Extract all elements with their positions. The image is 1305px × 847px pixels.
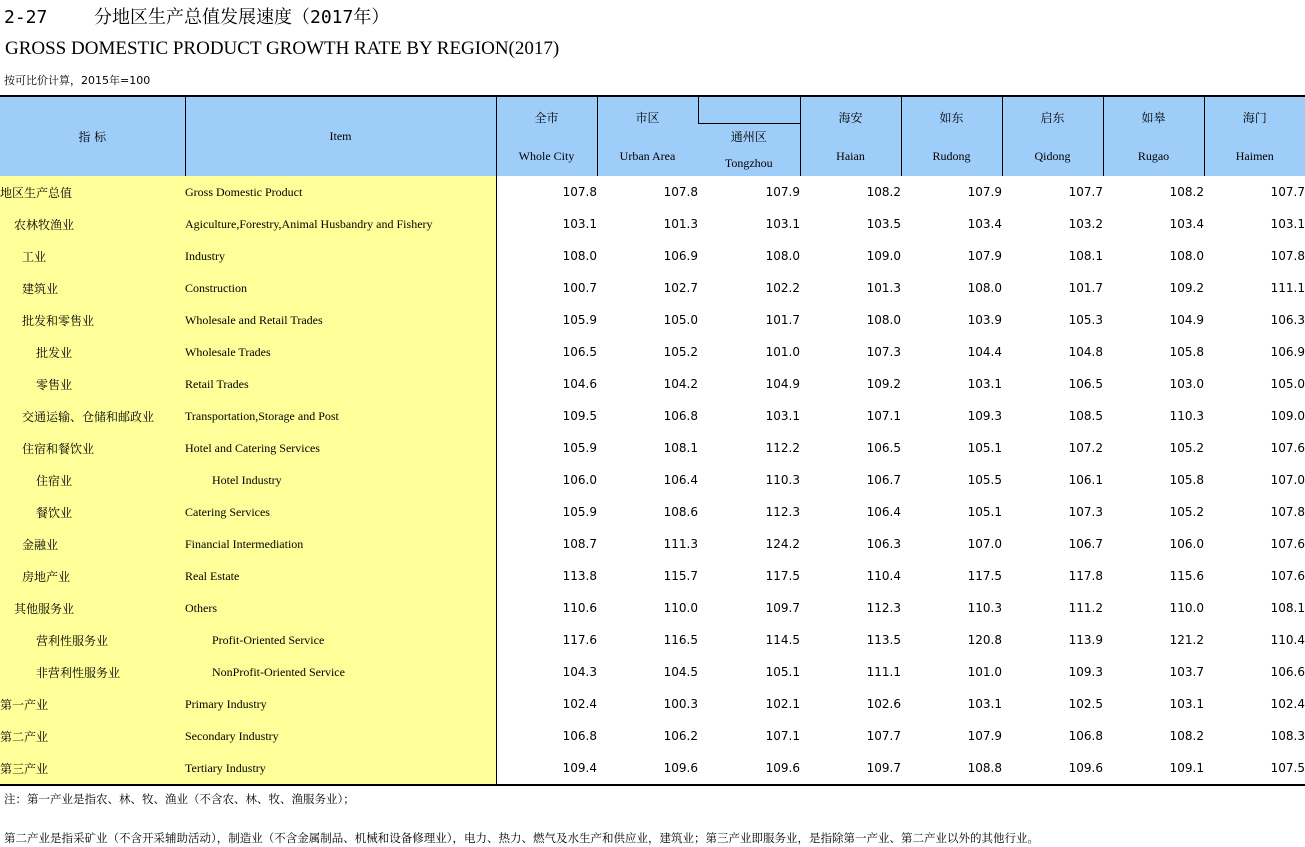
value-cell: 107.7 xyxy=(866,729,901,743)
table-row xyxy=(0,592,1305,624)
header-qidong xyxy=(1002,96,1103,176)
table-row xyxy=(0,208,1305,240)
value-cell: 100.7 xyxy=(562,281,597,295)
value-cell: 108.3 xyxy=(1270,729,1305,743)
value-cell: 105.3 xyxy=(1068,313,1103,327)
row-label-cn: 交通运输、仓储和邮政业 xyxy=(0,400,185,432)
row-label-en: Tertiary Industry xyxy=(185,752,496,785)
table-row xyxy=(0,240,1305,272)
header-rugao xyxy=(1103,96,1204,176)
value-cell: 113.9 xyxy=(1068,633,1103,647)
value-cell: 103.4 xyxy=(967,217,1002,231)
value-cell: 108.2 xyxy=(1169,185,1204,199)
value-cell: 105.0 xyxy=(1270,377,1305,391)
table-body xyxy=(0,176,1305,785)
value-cell: 102.4 xyxy=(1270,697,1305,711)
table-row xyxy=(0,624,1305,656)
header-haimen xyxy=(1204,96,1305,176)
value-cell: 105.8 xyxy=(1169,345,1204,359)
value-cell: 109.4 xyxy=(562,761,597,775)
value-cell: 109.5 xyxy=(562,409,597,423)
row-label-en: Gross Domestic Product xyxy=(185,176,496,208)
value-cell: 104.9 xyxy=(1169,313,1204,327)
value-cell: 103.1 xyxy=(1270,217,1305,231)
row-label-cn: 住宿和餐饮业 xyxy=(0,432,185,464)
row-label-en: Retail Trades xyxy=(185,368,496,400)
value-cell: 107.9 xyxy=(967,185,1002,199)
header-rugao-cn: 如皋 xyxy=(1141,110,1166,125)
header-tongzhou-en: Tongzhou xyxy=(724,156,773,170)
value-cell: 104.5 xyxy=(663,665,698,679)
value-cell: 101.0 xyxy=(967,665,1002,679)
value-cell: 108.5 xyxy=(1068,409,1103,423)
value-cell: 103.1 xyxy=(1169,697,1204,711)
header-tongzhou xyxy=(698,124,800,177)
table-row xyxy=(0,528,1305,560)
value-cell: 108.0 xyxy=(562,249,597,263)
row-label-en xyxy=(185,464,496,496)
value-cell: 117.6 xyxy=(562,633,597,647)
value-cell: 109.7 xyxy=(866,761,901,775)
value-cell: 103.9 xyxy=(967,313,1002,327)
value-cell: 110.3 xyxy=(967,601,1002,615)
value-cell: 108.1 xyxy=(1270,601,1305,615)
value-cell: 111.1 xyxy=(866,665,901,679)
value-cell: 110.3 xyxy=(765,473,800,487)
header-whole-city xyxy=(496,96,597,176)
value-cell: 109.0 xyxy=(1270,409,1305,423)
value-cell: 107.5 xyxy=(1270,761,1305,775)
row-label-cn: 金融业 xyxy=(0,528,185,560)
value-cell: 106.4 xyxy=(663,473,698,487)
value-cell: 107.6 xyxy=(1270,441,1305,455)
row-label-en xyxy=(185,624,496,656)
value-cell: 107.9 xyxy=(967,729,1002,743)
value-cell: 103.7 xyxy=(1169,665,1204,679)
header-urban-area-en: Urban Area xyxy=(619,148,676,163)
value-cell: 107.6 xyxy=(1270,569,1305,583)
row-label-en: Agiculture,Forestry,Animal Husbandry and Fishery xyxy=(185,208,496,240)
value-cell: 106.8 xyxy=(562,729,597,743)
value-cell: 109.6 xyxy=(1068,761,1103,775)
value-cell: 112.3 xyxy=(866,601,901,615)
value-cell: 105.9 xyxy=(562,505,597,519)
value-cell: 102.4 xyxy=(562,697,597,711)
row-label-cn: 批发业 xyxy=(0,336,185,368)
value-cell: 110.4 xyxy=(866,569,901,583)
value-cell: 106.6 xyxy=(1270,665,1305,679)
header-qidong-en: Qidong xyxy=(1034,148,1071,163)
value-cell: 105.1 xyxy=(967,441,1002,455)
table-title-cn: 分地区生产总值发展速度（2017年） xyxy=(94,7,390,28)
value-cell: 109.3 xyxy=(1068,665,1103,679)
value-cell: 105.8 xyxy=(1169,473,1204,487)
value-cell: 106.9 xyxy=(1270,345,1305,359)
row-label-en: Others xyxy=(185,592,496,624)
value-cell: 113.5 xyxy=(866,633,901,647)
row-label-cn: 餐饮业 xyxy=(0,496,185,528)
value-cell: 102.1 xyxy=(765,697,800,711)
value-cell: 106.7 xyxy=(1068,537,1103,551)
value-cell: 106.4 xyxy=(866,505,901,519)
value-cell: 107.9 xyxy=(967,249,1002,263)
value-cell: 104.3 xyxy=(562,665,597,679)
value-cell: 104.6 xyxy=(562,377,597,391)
gdp-growth-table xyxy=(0,95,1305,786)
table-row xyxy=(0,560,1305,592)
value-cell: 108.2 xyxy=(866,185,901,199)
value-cell: 106.8 xyxy=(663,409,698,423)
value-cell: 105.2 xyxy=(1169,505,1204,519)
row-label-cn: 地区生产总值 xyxy=(0,176,185,208)
row-label-cn: 非营利性服务业 xyxy=(0,656,185,688)
value-cell: 106.9 xyxy=(663,249,698,263)
row-label-cn: 第三产业 xyxy=(0,752,185,785)
row-label-cn: 其他服务业 xyxy=(0,592,185,624)
value-cell: 102.5 xyxy=(1068,697,1103,711)
header-whole-city-en: Whole City xyxy=(518,148,575,163)
value-cell: 102.7 xyxy=(663,281,698,295)
table-row xyxy=(0,336,1305,368)
value-cell: 117.8 xyxy=(1068,569,1103,583)
value-cell: 106.7 xyxy=(866,473,901,487)
value-cell: 105.5 xyxy=(967,473,1002,487)
table-row xyxy=(0,176,1305,208)
value-cell: 106.5 xyxy=(866,441,901,455)
value-cell: 101.3 xyxy=(866,281,901,295)
table-row xyxy=(0,752,1305,785)
row-label-cn: 零售业 xyxy=(0,368,185,400)
header-item: Item xyxy=(185,96,496,176)
value-cell: 109.6 xyxy=(663,761,698,775)
calculation-note: 按可比价计算，2015年=100 xyxy=(4,74,151,87)
value-cell: 111.3 xyxy=(663,537,698,551)
value-cell: 107.7 xyxy=(1270,185,1305,199)
value-cell: 105.9 xyxy=(562,313,597,327)
value-cell: 107.9 xyxy=(765,185,800,199)
header-urban-area-cn: 市区 xyxy=(635,110,660,125)
value-cell: 106.0 xyxy=(562,473,597,487)
header-rudong xyxy=(901,96,1002,176)
value-cell: 107.0 xyxy=(1270,473,1305,487)
value-cell: 101.7 xyxy=(1068,281,1103,295)
table-row xyxy=(0,656,1305,688)
value-cell: 107.7 xyxy=(1068,185,1103,199)
value-cell: 101.7 xyxy=(765,313,800,327)
value-cell: 106.3 xyxy=(1270,313,1305,327)
value-cell: 104.9 xyxy=(765,377,800,391)
value-cell: 110.3 xyxy=(1169,409,1204,423)
value-cell: 104.2 xyxy=(663,377,698,391)
value-cell: 107.3 xyxy=(1068,505,1103,519)
value-cell: 111.2 xyxy=(1068,601,1103,615)
header-haian-cn: 海安 xyxy=(838,110,863,125)
value-cell: 105.1 xyxy=(967,505,1002,519)
value-cell: 121.2 xyxy=(1169,633,1204,647)
value-cell: 101.3 xyxy=(663,217,698,231)
value-cell: 108.1 xyxy=(663,441,698,455)
row-label-cn: 第二产业 xyxy=(0,720,185,752)
footnote-2: 第二产业是指采矿业（不含开采辅助活动），制造业（不含金属制品、机械和设备修理业），电力、热力、燃气及水生产和供应业，建筑业；第三产业即服务业，是指除第一产业、第二产业以外的其他行业。 xyxy=(4,831,1039,845)
value-cell: 107.8 xyxy=(663,185,698,199)
value-cell: 106.5 xyxy=(562,345,597,359)
value-cell: 108.2 xyxy=(1169,729,1204,743)
row-label-en: Industry xyxy=(185,240,496,272)
row-label-cn: 农林牧渔业 xyxy=(0,208,185,240)
value-cell: 109.6 xyxy=(765,761,800,775)
value-cell: 106.2 xyxy=(663,729,698,743)
header-indicator: 指 标 xyxy=(0,96,185,176)
table-row xyxy=(0,464,1305,496)
value-cell: 100.3 xyxy=(663,697,698,711)
value-cell: 106.3 xyxy=(866,537,901,551)
value-cell: 120.8 xyxy=(967,633,1002,647)
value-cell: 107.8 xyxy=(1270,505,1305,519)
value-cell: 110.0 xyxy=(1169,601,1204,615)
row-label-cn: 建筑业 xyxy=(0,272,185,304)
row-label-en: Real Estate xyxy=(185,560,496,592)
value-cell: 102.2 xyxy=(765,281,800,295)
value-cell: 109.3 xyxy=(967,409,1002,423)
table-row xyxy=(0,272,1305,304)
value-cell: 108.0 xyxy=(967,281,1002,295)
row-label-cn: 第一产业 xyxy=(0,688,185,720)
row-label-en-text: NonProfit-Oriented Service xyxy=(212,664,345,679)
value-cell: 103.2 xyxy=(1068,217,1103,231)
value-cell: 113.8 xyxy=(562,569,597,583)
value-cell: 108.1 xyxy=(1068,249,1103,263)
value-cell: 106.1 xyxy=(1068,473,1103,487)
value-cell: 107.8 xyxy=(562,185,597,199)
row-label-en: Transportation,Storage and Post xyxy=(185,400,496,432)
value-cell: 105.0 xyxy=(663,313,698,327)
value-cell: 107.2 xyxy=(1068,441,1103,455)
value-cell: 108.0 xyxy=(866,313,901,327)
row-label-en: Catering Services xyxy=(185,496,496,528)
value-cell: 107.1 xyxy=(765,729,800,743)
value-cell: 124.2 xyxy=(765,537,800,551)
value-cell: 109.0 xyxy=(866,249,901,263)
value-cell: 117.5 xyxy=(765,569,800,583)
value-cell: 116.5 xyxy=(663,633,698,647)
value-cell: 117.5 xyxy=(967,569,1002,583)
row-label-en: Secondary Industry xyxy=(185,720,496,752)
row-label-en: Construction xyxy=(185,272,496,304)
value-cell: 115.6 xyxy=(1169,569,1204,583)
row-label-en-text: Profit-Oriented Service xyxy=(212,632,325,647)
value-cell: 107.3 xyxy=(866,345,901,359)
value-cell: 103.1 xyxy=(562,217,597,231)
table-row xyxy=(0,400,1305,432)
row-label-en: Wholesale and Retail Trades xyxy=(185,304,496,336)
value-cell: 114.5 xyxy=(765,633,800,647)
header-rugao-en: Rugao xyxy=(1137,148,1170,163)
value-cell: 107.1 xyxy=(866,409,901,423)
value-cell: 107.6 xyxy=(1270,537,1305,551)
header-haian-en: Haian xyxy=(836,148,865,163)
table-row xyxy=(0,688,1305,720)
table-row xyxy=(0,496,1305,528)
table-row xyxy=(0,368,1305,400)
table-row xyxy=(0,304,1305,336)
header-rudong-en: Rudong xyxy=(932,148,971,163)
row-label-en: Wholesale Trades xyxy=(185,336,496,368)
header-haimen-cn: 海门 xyxy=(1242,110,1267,125)
value-cell: 105.9 xyxy=(562,441,597,455)
header-tongzhou-spacer xyxy=(698,96,800,124)
value-cell: 106.5 xyxy=(1068,377,1103,391)
value-cell: 109.1 xyxy=(1169,761,1204,775)
table-title-en: GROSS DOMESTIC PRODUCT GROWTH RATE BY REGION(2017) xyxy=(5,38,560,59)
value-cell: 107.0 xyxy=(967,537,1002,551)
value-cell: 106.8 xyxy=(1068,729,1103,743)
header-qidong-cn: 启东 xyxy=(1040,110,1065,125)
row-label-en: Financial Intermediation xyxy=(185,528,496,560)
value-cell: 108.7 xyxy=(562,537,597,551)
value-cell: 102.6 xyxy=(866,697,901,711)
value-cell: 103.1 xyxy=(967,697,1002,711)
value-cell: 103.1 xyxy=(967,377,1002,391)
value-cell: 112.3 xyxy=(765,505,800,519)
value-cell: 109.7 xyxy=(765,601,800,615)
value-cell: 110.0 xyxy=(663,601,698,615)
value-cell: 108.6 xyxy=(663,505,698,519)
table-number: 2-27 xyxy=(4,7,48,28)
footnote-1: 注：第一产业是指农、林、牧、渔业（不含农、林、牧、渔服务业）； xyxy=(4,792,355,806)
value-cell: 105.2 xyxy=(663,345,698,359)
value-cell: 108.8 xyxy=(967,761,1002,775)
value-cell: 106.0 xyxy=(1169,537,1204,551)
table-row xyxy=(0,432,1305,464)
header-haian xyxy=(800,96,901,176)
value-cell: 101.0 xyxy=(765,345,800,359)
table-row xyxy=(0,720,1305,752)
value-cell: 103.4 xyxy=(1169,217,1204,231)
value-cell: 110.6 xyxy=(562,601,597,615)
header-rudong-cn: 如东 xyxy=(939,110,964,125)
value-cell: 115.7 xyxy=(663,569,698,583)
value-cell: 109.2 xyxy=(866,377,901,391)
value-cell: 112.2 xyxy=(765,441,800,455)
row-label-cn: 工业 xyxy=(0,240,185,272)
row-label-en xyxy=(185,656,496,688)
row-label-cn: 住宿业 xyxy=(0,464,185,496)
value-cell: 109.2 xyxy=(1169,281,1204,295)
row-label-cn: 营利性服务业 xyxy=(0,624,185,656)
header-urban-area xyxy=(597,96,698,176)
value-cell: 110.4 xyxy=(1270,633,1305,647)
table-title-cn-line xyxy=(4,4,389,32)
value-cell: 107.8 xyxy=(1270,249,1305,263)
header-haimen-en: Haimen xyxy=(1235,148,1274,163)
value-cell: 111.1 xyxy=(1270,281,1305,295)
row-label-cn: 批发和零售业 xyxy=(0,304,185,336)
value-cell: 103.1 xyxy=(765,217,800,231)
row-label-en: Hotel and Catering Services xyxy=(185,432,496,464)
value-cell: 108.0 xyxy=(765,249,800,263)
value-cell: 104.8 xyxy=(1068,345,1103,359)
row-label-en: Primary Industry xyxy=(185,688,496,720)
value-cell: 103.5 xyxy=(866,217,901,231)
value-cell: 105.1 xyxy=(765,665,800,679)
header-whole-city-cn: 全市 xyxy=(534,110,559,125)
value-cell: 103.1 xyxy=(765,409,800,423)
header-tongzhou-cn: 通州区 xyxy=(730,130,767,144)
value-cell: 103.0 xyxy=(1169,377,1204,391)
value-cell: 105.2 xyxy=(1169,441,1204,455)
value-cell: 104.4 xyxy=(967,345,1002,359)
row-label-en-text: Hotel Industry xyxy=(212,472,282,487)
row-label-cn: 房地产业 xyxy=(0,560,185,592)
value-cell: 108.0 xyxy=(1169,249,1204,263)
